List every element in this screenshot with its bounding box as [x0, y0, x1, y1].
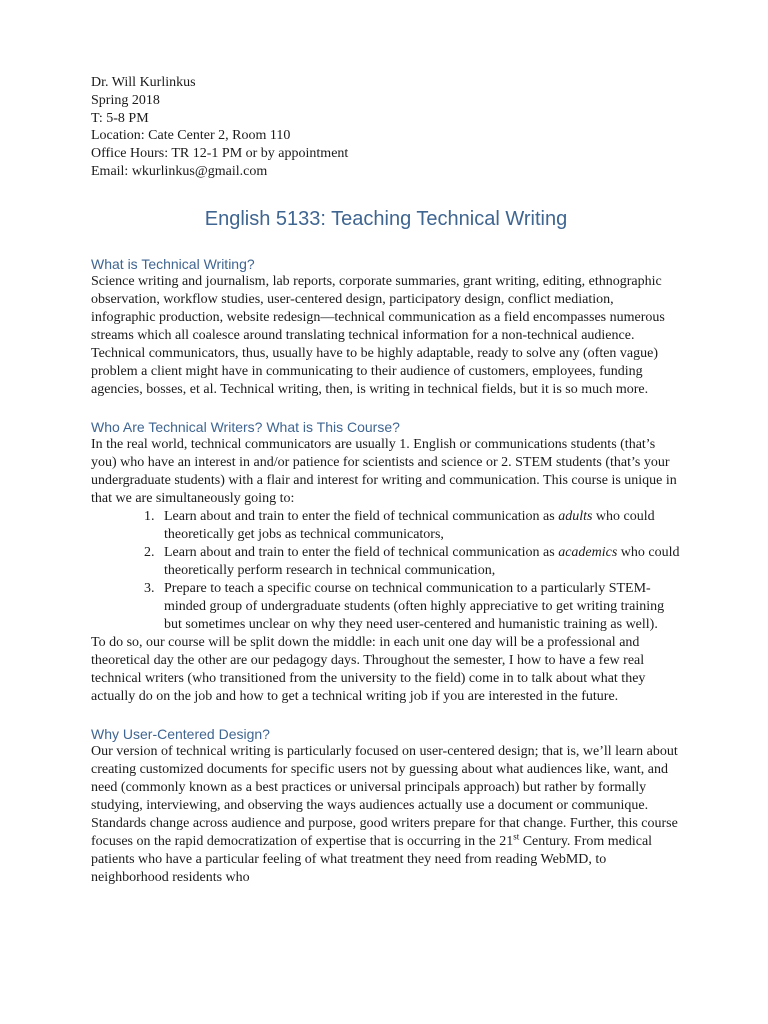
section-outro-who-are-technical-writers: To do so, our course will be split down the middle: in each unit one day will be a professional and theoretical day the other are our pedagogy days. Throughout the semester, I how to have a few real technical writers (who transitioned from the university to the field) come in to talk about what they actually do on the job and how to get a technical writing job if you are interested in the future. — [91, 634, 646, 704]
office-hours: Office Hours: TR 12-1 PM or by appointment — [91, 146, 349, 162]
body-text: Our version of technical writing is particularly focused on user-centered design; that is, we’ll learn about creating customized documents for specific users not by guessing about what audiences like, want, and need (commonly known as a best practices or universal principals approach) but rather by formally studying, interviewing, and observing the ways audiences actually use a document or communique. Standards change across audience and purpose, good writers prepare for that change. Further, this course focuses on the rapid democratization of expertise that is occurring in the 21 — [91, 743, 678, 849]
course-info-header — [91, 74, 681, 181]
section-heading-what-is-technical-writing: What is Technical Writing? — [91, 255, 255, 272]
syllabus-page — [91, 74, 681, 887]
goal-text: who could theoretically perform research in technical communication, — [164, 544, 680, 578]
course-goals-list — [91, 508, 681, 634]
goal-emphasis: adults — [558, 508, 593, 524]
term: Spring 2018 — [91, 92, 160, 108]
document-title: English 5133: Teaching Technical Writing — [204, 207, 568, 230]
section-intro-who-are-technical-writers: In the real world, technical communicators are usually 1. English or communications students (that’s you) who have an interest in and/or patience for scientists and science or 2. STEM students (that’s your undergraduate students) with a flair and interest for writing and communication. This course is unique in that we are simultaneously going to: — [91, 436, 677, 506]
meeting-time: T: 5-8 PM — [91, 110, 149, 126]
section-heading-why-user-centered-design: Why User-Centered Design? — [91, 725, 270, 742]
goal-text: Learn about and train to enter the field of technical communication as — [164, 544, 559, 560]
list-item — [158, 508, 681, 544]
list-item — [158, 544, 681, 580]
section-body-what-is-technical-writing: Science writing and journalism, lab reports, corporate summaries, grant writing, editing, ethnographic observation, workflow studies, user-centered design, participatory design, conflict mediation, infographic production, website redesign—technical communication as a field encompasses numerous streams which all coalesce around translating technical information for a non-technical audience. Technical communicators, thus, usually have to be highly adaptable, ready to solve any (often vague) problem a client might have in communicating to their audience of customers, employees, funding agencies, bosses, et al. Technical writing, then, is writing in technical fields, but it is so much more. — [91, 273, 665, 397]
goal-text: Learn about and train to enter the field of technical communication as — [164, 508, 559, 524]
goal-text: Prepare to teach a specific course on technical communication to a particularly STEM-minded group of undergraduate students (often highly appreciative to get writing training but sometimes unclear on why they need user-centered and humanistic training as well). — [164, 580, 665, 632]
goal-text: who could theoretically get jobs as technical communicators, — [164, 508, 655, 542]
list-item — [158, 580, 681, 634]
goal-emphasis: academics — [558, 544, 618, 560]
body-text: Century. From medical patients who have a particular feeling of what treatment they need from reading WebMD, to neighborhood residents who — [91, 833, 653, 885]
email: Email: wkurlinkus@gmail.com — [91, 163, 268, 179]
location: Location: Cate Center 2, Room 110 — [91, 128, 291, 144]
ordinal-superscript: st — [513, 831, 520, 842]
section-body-why-user-centered-design — [91, 743, 681, 887]
section-heading-who-are-technical-writers: Who Are Technical Writers? What is This Course? — [91, 418, 400, 435]
instructor-name: Dr. Will Kurlinkus — [91, 75, 196, 90]
